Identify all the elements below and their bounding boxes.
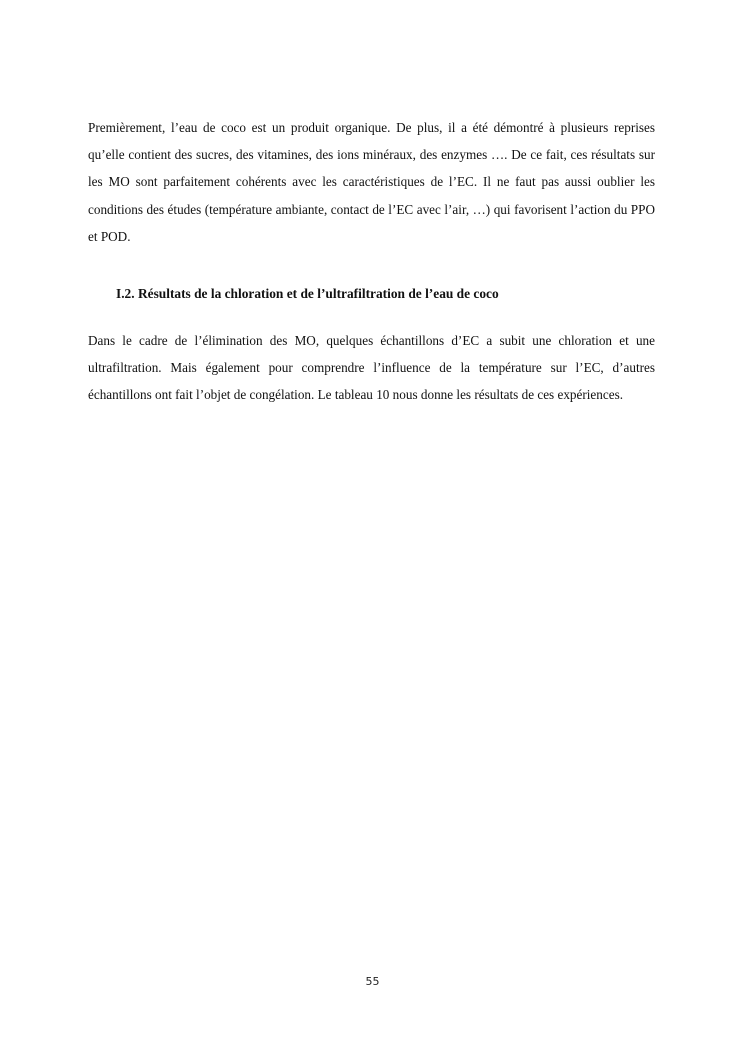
body-paragraph-intro: Premièrement, l’eau de coco est un produit organique. De plus, il a été démontré à plusieurs reprises qu’elle contient des sucres, des vitamines, des ions minéraux, des enzymes …. De ce fait, ces résultats sur les MO sont parfaitement cohérents avec les caractéristiques de l’EC. Il ne faut pas aussi oublier les conditions des études (température ambiante, contact de l’EC avec l’air, …) qui favorisent l’action du PPO et POD.: [88, 120, 655, 244]
page-number: 55: [365, 975, 380, 988]
body-paragraph-section: Dans le cadre de l’élimination des MO, quelques échantillons d’EC a subit une chloration et une ultrafiltration. Mais également pour comprendre l’influence de la température sur l’EC, d’autres échantillons ont fait l’objet de congélation. Le tableau 10 nous donne les résultats de ces expériences.: [88, 333, 655, 403]
section-heading: I.2. Résultats de la chloration et de l’ultrafiltration de l’eau de coco: [116, 286, 499, 301]
